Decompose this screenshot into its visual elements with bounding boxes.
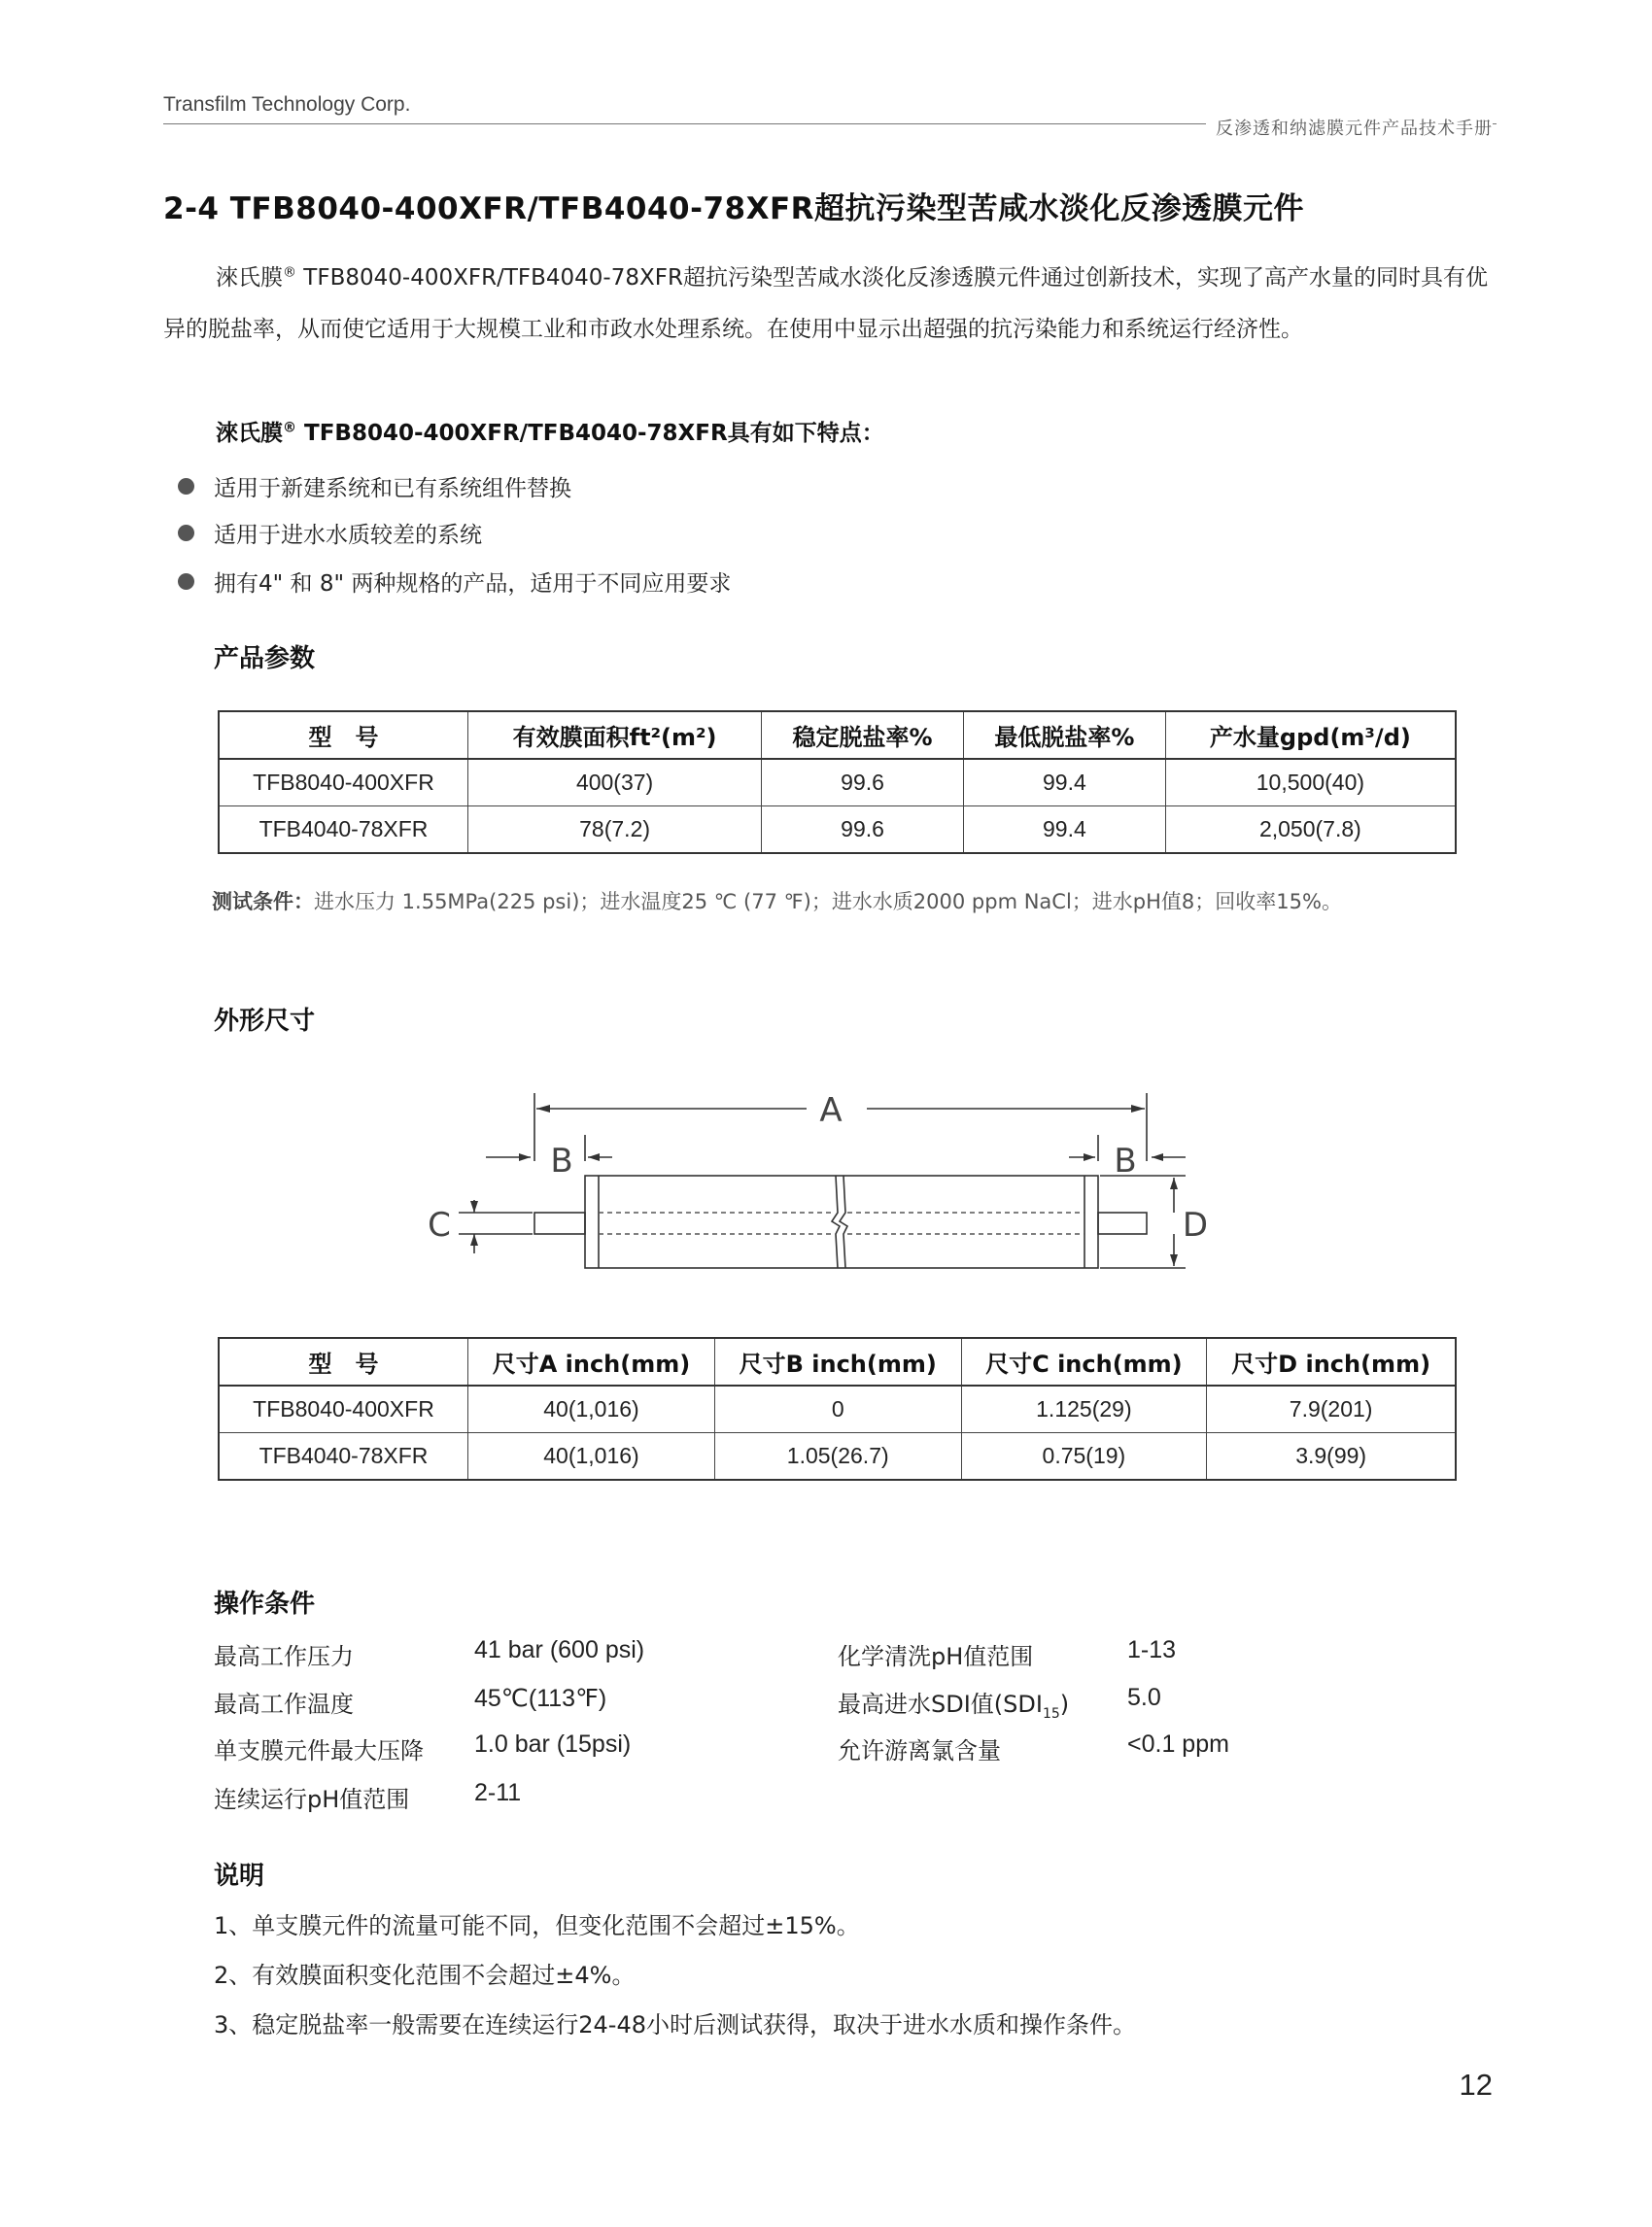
table-cell: 2,050(7.8) [1165, 806, 1456, 854]
notes-heading: 说明 [214, 1862, 265, 1891]
column-header: 稳定脱盐率% [762, 711, 964, 759]
table-row [219, 1433, 1456, 1481]
op-label: 连续运行pH值范围 [214, 1786, 410, 1813]
features-brand: 淶氏膜 [216, 421, 283, 446]
dimensions-table [218, 1337, 1457, 1481]
bullet-icon [178, 573, 194, 590]
label-C: C [428, 1206, 451, 1245]
table-cell: 400(37) [468, 759, 762, 806]
features-heading-text: TFB8040-400XFR/TFB4040-78XFR具有如下特点： [296, 421, 884, 446]
op-value: 5.0 [1127, 1684, 1161, 1711]
manual-title: 反渗透和纳滤膜元件产品技术手册 [1206, 115, 1493, 140]
page-number: 12 [1459, 2068, 1493, 2102]
label-B-left: B [550, 1142, 573, 1181]
table-cell: 10,500(40) [1165, 759, 1456, 806]
op-label: 最高工作温度 [214, 1691, 354, 1718]
note-item: 1、单支膜元件的流量可能不同，但变化范围不会超过±15%。 [214, 1912, 860, 1939]
feature-item [178, 470, 571, 502]
intro-reg-mark: ® [283, 264, 296, 281]
table-cell: 7.9(201) [1207, 1386, 1456, 1433]
table-cell: 1.125(29) [961, 1386, 1207, 1433]
column-header: 尺寸D inch(mm) [1207, 1338, 1456, 1386]
op-label: 化学清洗pH值范围 [838, 1643, 1034, 1670]
table-cell: 78(7.2) [468, 806, 762, 854]
op-label-close: ) [1059, 1691, 1070, 1718]
op-label: 单支膜元件最大压降 [214, 1737, 424, 1764]
column-header: 产水量gpd(m³/d) [1165, 711, 1456, 759]
table-header-row [219, 1338, 1456, 1386]
feature-text: 适用于进水水质较差的系统 [214, 523, 482, 548]
features-heading [216, 415, 884, 447]
table-cell: TFB4040-78XFR [219, 806, 468, 854]
table-cell: 0 [714, 1386, 961, 1433]
op-label-text: 最高进水SDI值(SDI [838, 1691, 1043, 1718]
table-cell: 99.6 [762, 806, 964, 854]
table-cell: TFB8040-400XFR [219, 1386, 468, 1433]
column-header: 型 号 [219, 1338, 468, 1386]
intro-paragraph [163, 253, 1495, 356]
test-conditions-label: 测试条件： [212, 890, 314, 913]
op-value: 1-13 [1127, 1636, 1177, 1663]
note-item: 3、稳定脱盐率一般需要在连续运行24-48小时后测试获得，取决于进水水质和操作条件。 [214, 2011, 1137, 2039]
feature-text: 适用于新建系统和已有系统组件替换 [214, 476, 571, 501]
column-header: 尺寸C inch(mm) [961, 1338, 1207, 1386]
table-cell: 3.9(99) [1207, 1433, 1456, 1481]
table-cell: 40(1,016) [468, 1386, 715, 1433]
op-value: <0.1 ppm [1127, 1730, 1229, 1758]
bullet-icon [178, 478, 194, 495]
table-cell: 0.75(19) [961, 1433, 1207, 1481]
company-name: Transfilm Technology Corp. [163, 93, 411, 116]
feature-item [178, 517, 482, 549]
test-conditions-text: 进水压力 1.55MPa(225 psi)；进水温度25 ℃ (77 ℉)；进水水质2000 ppm NaCl；进水pH值8；回收率15%。 [314, 890, 1342, 913]
column-header: 型 号 [219, 711, 468, 759]
op-label [838, 1685, 1069, 1722]
table-cell: 99.4 [963, 759, 1165, 806]
table-cell: 99.6 [762, 759, 964, 806]
table-row [219, 759, 1456, 806]
op-value: 41 bar (600 psi) [474, 1636, 645, 1663]
feature-text: 拥有4" 和 8" 两种规格的产品，适用于不同应用要求 [214, 571, 732, 597]
feature-item [178, 565, 731, 598]
product-params-table [218, 710, 1457, 854]
test-conditions [212, 886, 1342, 915]
bullet-icon [178, 525, 194, 541]
features-reg-mark: ® [283, 420, 296, 436]
label-B-right: B [1114, 1142, 1137, 1181]
column-header: 有效膜面积ft²(m²) [468, 711, 762, 759]
op-label-subscript: 15 [1042, 1705, 1060, 1722]
page-title: 2-4 TFB8040-400XFR/TFB4040-78XFR超抗污染型苦咸水淡化反渗透膜元件 [163, 191, 1305, 226]
membrane-dimension-diagram [418, 1079, 1215, 1312]
op-value: 1.0 bar (15psi) [474, 1730, 632, 1758]
note-item: 2、有效膜面积变化范围不会超过±4%。 [214, 1962, 636, 1989]
table-cell: TFB4040-78XFR [219, 1433, 468, 1481]
table-row [219, 806, 1456, 854]
intro-brand: 淶氏膜 [216, 265, 283, 291]
table-cell: TFB8040-400XFR [219, 759, 468, 806]
table-row [219, 1386, 1456, 1433]
column-header: 尺寸B inch(mm) [714, 1338, 961, 1386]
op-label: 最高工作压力 [214, 1643, 354, 1670]
column-header: 尺寸A inch(mm) [468, 1338, 715, 1386]
table-cell: 99.4 [963, 806, 1165, 854]
label-D: D [1182, 1206, 1209, 1245]
table-header-row [219, 711, 1456, 759]
label-A: A [819, 1091, 843, 1130]
table-cell: 40(1,016) [468, 1433, 715, 1481]
product-params-heading: 产品参数 [214, 644, 316, 673]
op-label: 允许游离氯含量 [838, 1737, 1001, 1764]
dimensions-heading: 外形尺寸 [214, 1007, 316, 1036]
op-value: 45℃(113℉) [474, 1685, 607, 1712]
table-cell: 1.05(26.7) [714, 1433, 961, 1481]
intro-text: TFB8040-400XFR/TFB4040-78XFR超抗污染型苦咸水淡化反渗透膜元件通过创新技术，实现了高产水量的同时具有优异的脱盐率，从而使它适用于大规模工业和市政水处理系统。在使用中显示出超强的抗污染能力和系统运行经济性。 [163, 265, 1488, 342]
column-header: 最低脱盐率% [963, 711, 1165, 759]
operating-heading: 操作条件 [214, 1590, 316, 1619]
op-value: 2-11 [474, 1779, 522, 1806]
